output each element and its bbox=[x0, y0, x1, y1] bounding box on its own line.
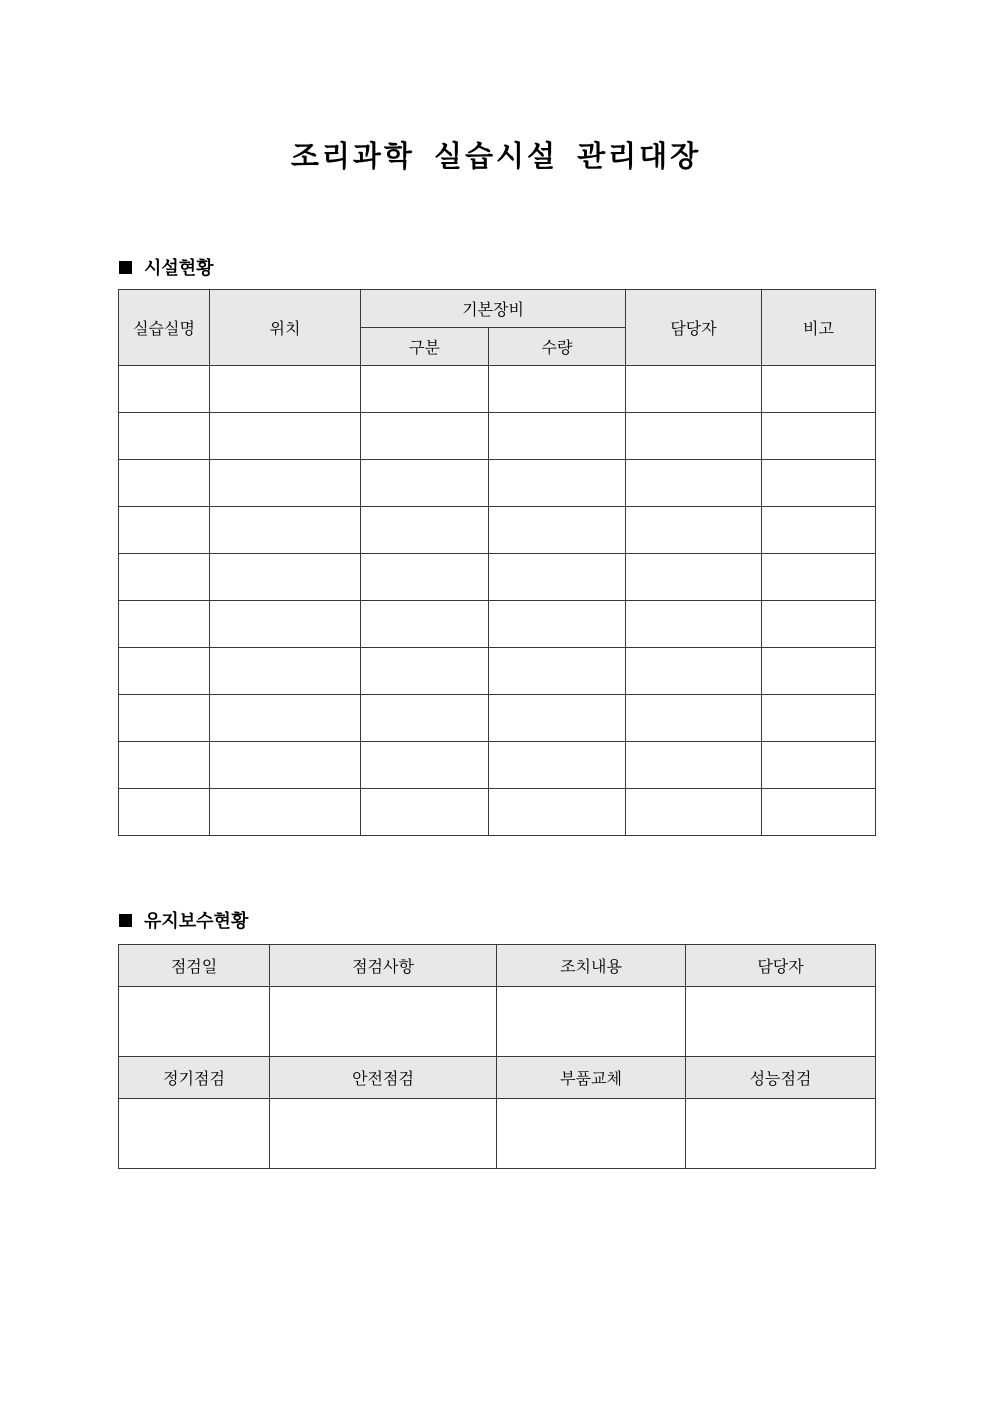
table-cell[interactable] bbox=[119, 789, 210, 836]
table-cell[interactable] bbox=[119, 601, 210, 648]
table-cell[interactable] bbox=[119, 460, 210, 507]
table-cell[interactable] bbox=[361, 460, 489, 507]
table-cell[interactable] bbox=[626, 742, 762, 789]
header-inspection-items: 점검사항 bbox=[270, 945, 497, 987]
table-cell[interactable] bbox=[361, 742, 489, 789]
header-manager: 담당자 bbox=[626, 290, 762, 366]
page-title: 조리과학 실습시설 관리대장 bbox=[290, 139, 702, 173]
table-cell[interactable] bbox=[361, 695, 489, 742]
table-cell[interactable] bbox=[361, 366, 489, 413]
table-cell[interactable] bbox=[626, 695, 762, 742]
header-quantity: 수량 bbox=[489, 328, 626, 366]
table-cell[interactable] bbox=[762, 648, 876, 695]
table-cell[interactable] bbox=[361, 413, 489, 460]
table-cell[interactable] bbox=[762, 742, 876, 789]
table-cell[interactable] bbox=[210, 601, 361, 648]
table-row bbox=[119, 554, 876, 601]
table-cell[interactable] bbox=[210, 554, 361, 601]
maintenance-table bbox=[118, 944, 876, 1169]
table-cell[interactable] bbox=[361, 789, 489, 836]
table-cell[interactable] bbox=[626, 366, 762, 413]
table-cell[interactable] bbox=[626, 789, 762, 836]
header-parts-replacement: 부품교체 bbox=[497, 1057, 686, 1099]
table-cell[interactable] bbox=[119, 695, 210, 742]
table-cell[interactable] bbox=[210, 648, 361, 695]
table-cell[interactable] bbox=[361, 554, 489, 601]
table-cell[interactable] bbox=[762, 507, 876, 554]
square-bullet-icon bbox=[119, 914, 132, 927]
table-cell[interactable] bbox=[119, 366, 210, 413]
table-cell[interactable] bbox=[119, 987, 270, 1057]
table-cell[interactable] bbox=[270, 1099, 497, 1169]
table-cell[interactable] bbox=[119, 554, 210, 601]
header-regular-inspection: 정기점검 bbox=[119, 1057, 270, 1099]
square-bullet-icon bbox=[119, 261, 132, 274]
header-actions-taken: 조치내용 bbox=[497, 945, 686, 987]
table-row bbox=[119, 648, 876, 695]
table-cell[interactable] bbox=[119, 1099, 270, 1169]
facility-section-heading bbox=[119, 254, 214, 280]
header-room-name: 실습실명 bbox=[119, 290, 210, 366]
table-cell[interactable] bbox=[119, 648, 210, 695]
table-cell[interactable] bbox=[119, 413, 210, 460]
table-row bbox=[119, 789, 876, 836]
table-cell[interactable] bbox=[210, 742, 361, 789]
table-cell[interactable] bbox=[686, 987, 876, 1057]
table-cell[interactable] bbox=[489, 648, 626, 695]
table-row bbox=[119, 742, 876, 789]
table-cell[interactable] bbox=[489, 601, 626, 648]
table-row bbox=[119, 601, 876, 648]
table-cell[interactable] bbox=[210, 695, 361, 742]
facility-table bbox=[118, 289, 876, 836]
table-cell[interactable] bbox=[762, 366, 876, 413]
maintenance-heading-text: 유지보수현황 bbox=[144, 911, 249, 932]
table-cell[interactable] bbox=[626, 507, 762, 554]
header-basic-equipment: 기본장비 bbox=[361, 290, 626, 328]
maintenance-section-heading bbox=[119, 907, 248, 933]
header-safety-inspection: 안전점검 bbox=[270, 1057, 497, 1099]
table-row bbox=[119, 366, 876, 413]
table-cell[interactable] bbox=[762, 413, 876, 460]
table-cell[interactable] bbox=[626, 460, 762, 507]
header-remarks: 비고 bbox=[762, 290, 876, 366]
table-cell[interactable] bbox=[119, 742, 210, 789]
table-cell[interactable] bbox=[210, 507, 361, 554]
header-category: 구분 bbox=[361, 328, 489, 366]
table-cell[interactable] bbox=[210, 413, 361, 460]
table-cell[interactable] bbox=[489, 460, 626, 507]
facility-heading-text: 시설현황 bbox=[144, 258, 214, 279]
table-cell[interactable] bbox=[497, 987, 686, 1057]
table-cell[interactable] bbox=[626, 554, 762, 601]
table-row bbox=[119, 413, 876, 460]
table-cell[interactable] bbox=[489, 742, 626, 789]
table-cell[interactable] bbox=[497, 1099, 686, 1169]
header-manager: 담당자 bbox=[686, 945, 876, 987]
table-cell[interactable] bbox=[762, 695, 876, 742]
header-performance-inspection: 성능점검 bbox=[686, 1057, 876, 1099]
table-row bbox=[119, 1099, 876, 1169]
table-cell[interactable] bbox=[361, 507, 489, 554]
table-row bbox=[119, 695, 876, 742]
table-cell[interactable] bbox=[762, 554, 876, 601]
table-cell[interactable] bbox=[626, 413, 762, 460]
table-cell[interactable] bbox=[361, 601, 489, 648]
table-cell[interactable] bbox=[119, 507, 210, 554]
table-cell[interactable] bbox=[762, 789, 876, 836]
table-cell[interactable] bbox=[270, 987, 497, 1057]
table-cell[interactable] bbox=[210, 366, 361, 413]
table-row bbox=[119, 507, 876, 554]
table-cell[interactable] bbox=[686, 1099, 876, 1169]
table-cell[interactable] bbox=[361, 648, 489, 695]
table-cell[interactable] bbox=[489, 789, 626, 836]
table-cell[interactable] bbox=[762, 460, 876, 507]
table-cell[interactable] bbox=[489, 695, 626, 742]
header-location: 위치 bbox=[210, 290, 361, 366]
table-cell[interactable] bbox=[626, 601, 762, 648]
table-row bbox=[119, 987, 876, 1057]
table-cell[interactable] bbox=[489, 554, 626, 601]
table-cell[interactable] bbox=[489, 366, 626, 413]
table-cell[interactable] bbox=[210, 460, 361, 507]
table-row bbox=[119, 460, 876, 507]
table-cell[interactable] bbox=[626, 648, 762, 695]
table-cell[interactable] bbox=[489, 507, 626, 554]
table-cell[interactable] bbox=[489, 413, 626, 460]
table-cell[interactable] bbox=[210, 789, 361, 836]
table-cell[interactable] bbox=[762, 601, 876, 648]
header-inspection-date: 점검일 bbox=[119, 945, 270, 987]
